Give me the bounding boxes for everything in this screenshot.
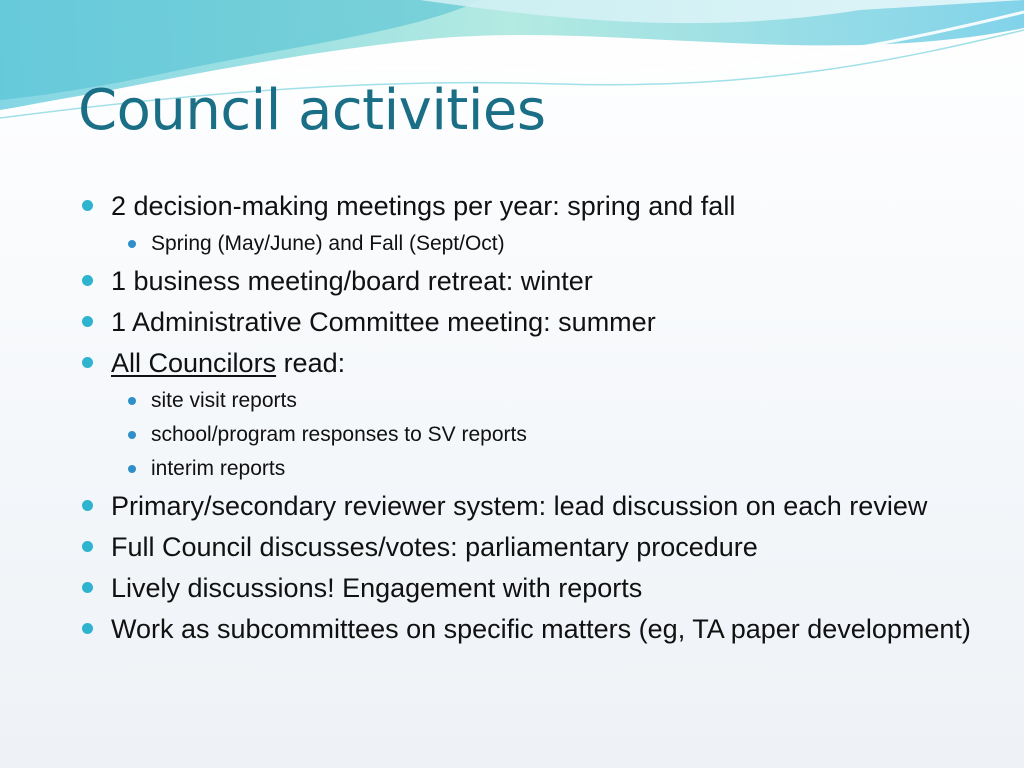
sub-bullet-item	[80, 418, 980, 452]
sub-bullet-text: interim reports	[151, 457, 286, 480]
bullet-text: Lively discussions! Engagement with reports	[111, 573, 643, 603]
bullet-item	[80, 486, 980, 527]
bullet-item	[80, 186, 980, 227]
bullet-text: Work as subcommittees on specific matters (eg, TA paper development)	[111, 614, 971, 644]
sub-bullet-text: Spring (May/June) and Fall (Sept/Oct)	[151, 232, 505, 255]
underlined-text: All Councilors	[111, 348, 277, 378]
slide-title: Council activities	[78, 78, 546, 143]
bullet-text: Full Council discusses/votes: parliamentary procedure	[111, 532, 758, 562]
bullet-item	[80, 302, 980, 343]
bullet-text: 1 Administrative Committee meeting: summer	[111, 307, 656, 337]
sub-bullet-item	[80, 452, 980, 486]
bullet-item	[80, 343, 980, 384]
sub-bullet-item	[80, 384, 980, 418]
bullet-text: Primary/secondary reviewer system: lead discussion on each review	[111, 491, 928, 521]
bullet-text: 1 business meeting/board retreat: winter	[111, 266, 593, 296]
bullet-item	[80, 609, 980, 650]
bullet-text: 2 decision-making meetings per year: spring and fall	[111, 191, 736, 221]
bullet-item	[80, 568, 980, 609]
bullet-text: read:	[276, 348, 346, 378]
bullet-list	[80, 186, 980, 650]
bullet-item	[80, 261, 980, 302]
sub-bullet-text: school/program responses to SV reports	[151, 423, 527, 446]
sub-bullet-text: site visit reports	[151, 389, 297, 412]
sub-bullet-item	[80, 227, 980, 261]
bullet-item	[80, 527, 980, 568]
